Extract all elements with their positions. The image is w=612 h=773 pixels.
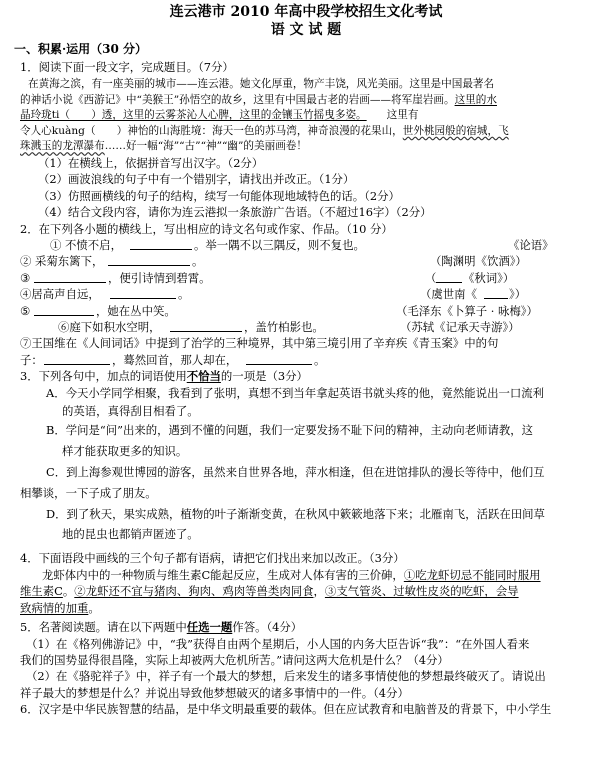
underlined-sentence: 致病情的加重 xyxy=(20,600,89,615)
poem-line-4 xyxy=(0,286,612,302)
option-c: C．到上海参观世博园的游客，虽然来自世界各地，萍水相逢，但在进馆排队的漫长等待中，他们互 xyxy=(46,465,545,480)
poem-source: （陶渊明《饮酒》） xyxy=(430,254,527,269)
answer-blank[interactable] xyxy=(34,303,94,316)
poem-line-5 xyxy=(0,303,612,319)
q5-option-2-cont: 祥子最大的梦想是什么？并说出导致他梦想破灭的诸多事情中的一件。（4分） xyxy=(20,685,409,700)
passage-text: 。 xyxy=(88,600,100,615)
sub-question: （2）画波浪线的句子中有一个错别字，请找出并改正。（1分） xyxy=(38,172,355,187)
underlined-sentence: ①吃龙虾切忌不能同时服用 xyxy=(403,567,541,582)
q5-option-1-cont: 我们的国势显得很昌隆，实际上却被两大危机所苦。”请问这两大危机是什么？（4分） xyxy=(20,652,449,667)
stem-text: 的一项是（3分） xyxy=(220,369,308,384)
underlined-sentence: ②龙虾还不宜与猪肉、狗肉、鸡肉等兽类肉同食 xyxy=(74,584,314,599)
q4-passage-line xyxy=(0,567,612,583)
answer-blank[interactable] xyxy=(484,286,508,299)
wavy-sentence: 珠溅玉的龙潭瀑布 xyxy=(20,140,105,153)
question-6-stem: 6．汉字是中华民族智慧的结晶，是中华文明最重要的载体。但在应试教育和电脑普及的背景下，中小学生 xyxy=(20,702,552,717)
wavy-sentence: 世外桃园般的宿城，飞 xyxy=(402,124,509,137)
poem-source: （苏轼《记承天寺游》） xyxy=(400,319,520,334)
q4-passage-line xyxy=(0,600,612,616)
answer-blank[interactable] xyxy=(34,270,106,283)
poem-text: ② 采菊东篱下， xyxy=(20,254,104,269)
poem-line-6 xyxy=(0,319,612,335)
sub-question: （4）结合文段内容，请你为连云港拟一条旅游广告语。（不超过16字）（2分） xyxy=(38,205,432,220)
passage-line xyxy=(0,124,612,140)
sub-question: （3）仿照画横线的句子的结构，续写一句能体现地域特色的话。（2分） xyxy=(38,188,400,203)
answer-blank[interactable] xyxy=(246,352,312,365)
option-a: A．今天小学同学相聚，我看到了张明，真想不到当年拿起英语书就头疼的他，竟然能说出一口流利 xyxy=(46,386,545,401)
poem-text: ，她在丛中笑。 xyxy=(96,303,176,318)
poem-line-7b xyxy=(0,352,612,368)
underlined-sentence: ③支气管炎、过敏性皮炎的吃虾，会导 xyxy=(324,584,519,599)
answer-blank[interactable] xyxy=(44,352,110,365)
question-1-passage xyxy=(0,77,612,155)
emphasis-text: 任选一题 xyxy=(186,620,233,635)
answer-blank[interactable] xyxy=(130,237,192,250)
underlined-sentence: 维生素C xyxy=(20,584,63,599)
poem-text: ④居高声自远， xyxy=(20,287,100,302)
stem-text: 3．下列各句中，加点的词语使用 xyxy=(20,369,187,384)
question-1-stem: 1．阅读下面一段文字，完成题目。（7分） xyxy=(20,60,234,74)
option-b: B．学问是“问”出来的，遇到不懂的问题，我们一定要发扬不耻下问的精神，主动向老师请教，这 xyxy=(46,423,534,438)
question-2-stem: 2．在下列各小题的横线上，写出相应的诗文名句或作家、作品。（10 分） xyxy=(20,221,393,236)
passage-text: 这里有 xyxy=(386,109,419,122)
option-c-cont: 相攀谈，一下子成了朋友。 xyxy=(20,486,157,501)
poem-line-7: ⑦王国维在《人间词话》中提到了治学的三种境界，其中第三境引用了辛弃疾《青玉案》中的句 xyxy=(20,336,499,351)
exam-subtitle: 语 文 试 题 xyxy=(270,22,342,38)
answer-blank[interactable] xyxy=(108,253,190,266)
poem-text: ，盖竹柏影也。 xyxy=(244,319,324,334)
poem-text: ⑤ xyxy=(20,303,31,318)
option-a-cont: 的英语，真得刮目相看了。 xyxy=(62,404,199,419)
poem-text: 。举一隅不以三隅反，则不复也。 xyxy=(194,237,365,252)
poem-line-2 xyxy=(0,253,612,269)
underlined-sentence: 晶玲珑ti（ ）透，这里的云雾茶沁人心脾，这里的金镶玉竹摇曳多姿。 xyxy=(20,109,367,122)
passage-line xyxy=(0,108,612,124)
poem-line-3 xyxy=(0,270,612,286)
answer-blank[interactable] xyxy=(436,270,462,283)
emphasis-text: 不恰当 xyxy=(186,369,221,384)
poem-text: ，便引诗情到碧霄。 xyxy=(108,270,211,285)
passage-text: ……好一幅“海”“古”“神”“幽”的美丽画卷！ xyxy=(104,140,307,153)
option-d-cont: 地的昆虫也都销声匿迹了。 xyxy=(62,527,199,542)
poem-text: ⑥庭下如积水空明， xyxy=(58,319,161,334)
q5-option-1: （1）在《格列佛游记》中，“我”获得自由两个星期后，小人国的内务大臣告诉“我”：“在外国人看来 xyxy=(26,636,530,651)
question-4-stem: 4．下面语段中画线的三个句子都有语病，请把它们找出来加以改正。（3分） xyxy=(20,551,405,566)
passage-text: 龙虾体内中的一种物质与维生素C能起反应，生成对人体有害的三价砷， xyxy=(42,567,404,582)
sub-question: （1）在横线上，依据拼音写出汉字。（2分） xyxy=(38,155,264,170)
poem-line-1 xyxy=(0,237,612,253)
exam-title: 连云港市 2010 年高中段学校招生文化考试 xyxy=(169,4,443,20)
poem-source: （毛泽东《卜算子 · 咏梅》） xyxy=(396,303,538,318)
underlined-sentence: 这里的水 xyxy=(454,93,497,106)
section-heading: 一、积累·运用（30 分） xyxy=(14,42,148,56)
poem-source: 》） xyxy=(509,287,527,302)
passage-line: 在黄海之滨，有一座美丽的城市——连云港。她文化厚重，物产丰饶，风光美丽。这里是中国最著名 xyxy=(28,78,495,91)
q5-option-2: （2）在《骆驼祥子》中，祥子有一个最大的梦想，后来发生的诸多事情使他的梦想最终破灭了。请说出 xyxy=(26,669,546,684)
poem-text: ，蓦然回首，那人却在， xyxy=(112,352,238,367)
answer-blank[interactable] xyxy=(110,286,176,299)
poem-text: ① 不愤不启， xyxy=(50,237,122,252)
poem-text: 。 xyxy=(192,254,204,269)
passage-text: 令人心kuàng（ ）神怡的山海胜境：海天一色的苏马湾，神奇浪漫的花果山， xyxy=(20,124,403,137)
passage-text: ， xyxy=(313,584,325,599)
passage-text: 。 xyxy=(62,584,75,599)
poem-source: （虞世南《 xyxy=(420,287,477,302)
stem-text: 5．名著阅读题。请在以下两题中 xyxy=(20,620,187,635)
option-b-cont: 样才能获取更多的知识。 xyxy=(62,444,188,459)
poem-text: ③ xyxy=(20,270,31,285)
passage-text: 的神话小说《西游记》中“美猴王”孙悟空的故乡，这里有中国最古老的岩画——将军崖岩画。 xyxy=(20,93,455,106)
passage-line xyxy=(0,93,612,109)
poem-source: 《论语》 xyxy=(508,237,554,252)
poem-text: 子： xyxy=(20,352,43,367)
q4-passage-line xyxy=(0,583,612,599)
poem-text: 。 xyxy=(314,352,326,367)
poem-source: （ xyxy=(425,270,437,285)
question-5-stem xyxy=(0,619,612,635)
poem-text: 。 xyxy=(178,287,190,302)
answer-blank[interactable] xyxy=(170,319,242,332)
question-3-stem xyxy=(0,368,612,384)
passage-line xyxy=(0,139,612,155)
option-d: D．到了秋天，果实成熟，植物的叶子渐渐变黄，在秋风中簌簌地落下来；北雁南飞，活跃在田间草 xyxy=(46,507,545,522)
poem-source: 《秋词》） xyxy=(463,270,515,285)
stem-text: 作答。（4分） xyxy=(232,620,303,635)
